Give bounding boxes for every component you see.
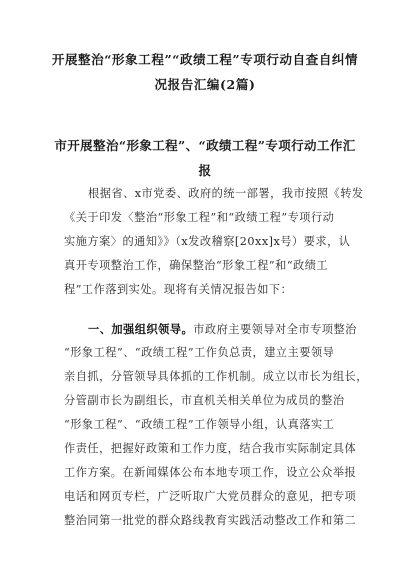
section1-line-6: 作责任，把握好政策和工作力度，结合我市实际制定具体	[64, 442, 357, 455]
intro-line-4: 真开专项整治工作，确保整治“形象工程”和“政绩工	[64, 259, 329, 272]
intro-line-2: 《关于印发〈整治“形象工程”和“政绩工程”专项行动	[64, 211, 335, 224]
section1-line-9: 整治同第一批党的群众路线教育实践活动整改工作和第二	[64, 514, 357, 527]
section1-line-5: “形象工程”、“政绩工程”工作领导小组，认真落实工	[64, 418, 335, 431]
section1-first-line-text: 市政府主要领导对全市专项整治	[193, 323, 357, 336]
section1-line-2: “形象工程”、“政绩工程”工作负总责，建立主要领导	[64, 346, 335, 359]
section1-line-8: 电话和网页专栏，广泛听取广大党员群众的意见，把专项	[64, 490, 357, 503]
section1-line-4: 分管副市长为副组长，市直机关相关单位为成员的整治	[64, 394, 345, 407]
section-title-line-2: 报	[198, 163, 212, 178]
section1-first-line	[88, 317, 357, 342]
section1-heading: 一、加强组织领导。	[88, 322, 194, 336]
document-title-line-1: 开展整治“形象工程”“政绩工程”专项行动自查自纠情	[51, 52, 359, 67]
intro-line-3: 实施方案〉的通知》》（x发改稽察[20xx]x号）要求，认	[64, 235, 351, 248]
section1-line-3: 亲自抓，分管领导具体抓的工作机制。成立以市长为组长，	[64, 370, 368, 383]
intro-line-1: 根据省、x市党委、政府的统一部署，我市按照《转发	[88, 187, 364, 200]
document-title-line-2: 况报告汇编(2篇)	[154, 77, 256, 92]
intro-line-5: 程”工作落到实处。现将有关情况报告如下：	[64, 283, 293, 296]
section-title-line-1: 市开展整治“形象工程”、“政绩工程”专项行动工作汇	[54, 138, 356, 153]
section1-line-7: 工作方案。在新闻媒体公布本地专项工作，设立公众举报	[64, 466, 357, 479]
